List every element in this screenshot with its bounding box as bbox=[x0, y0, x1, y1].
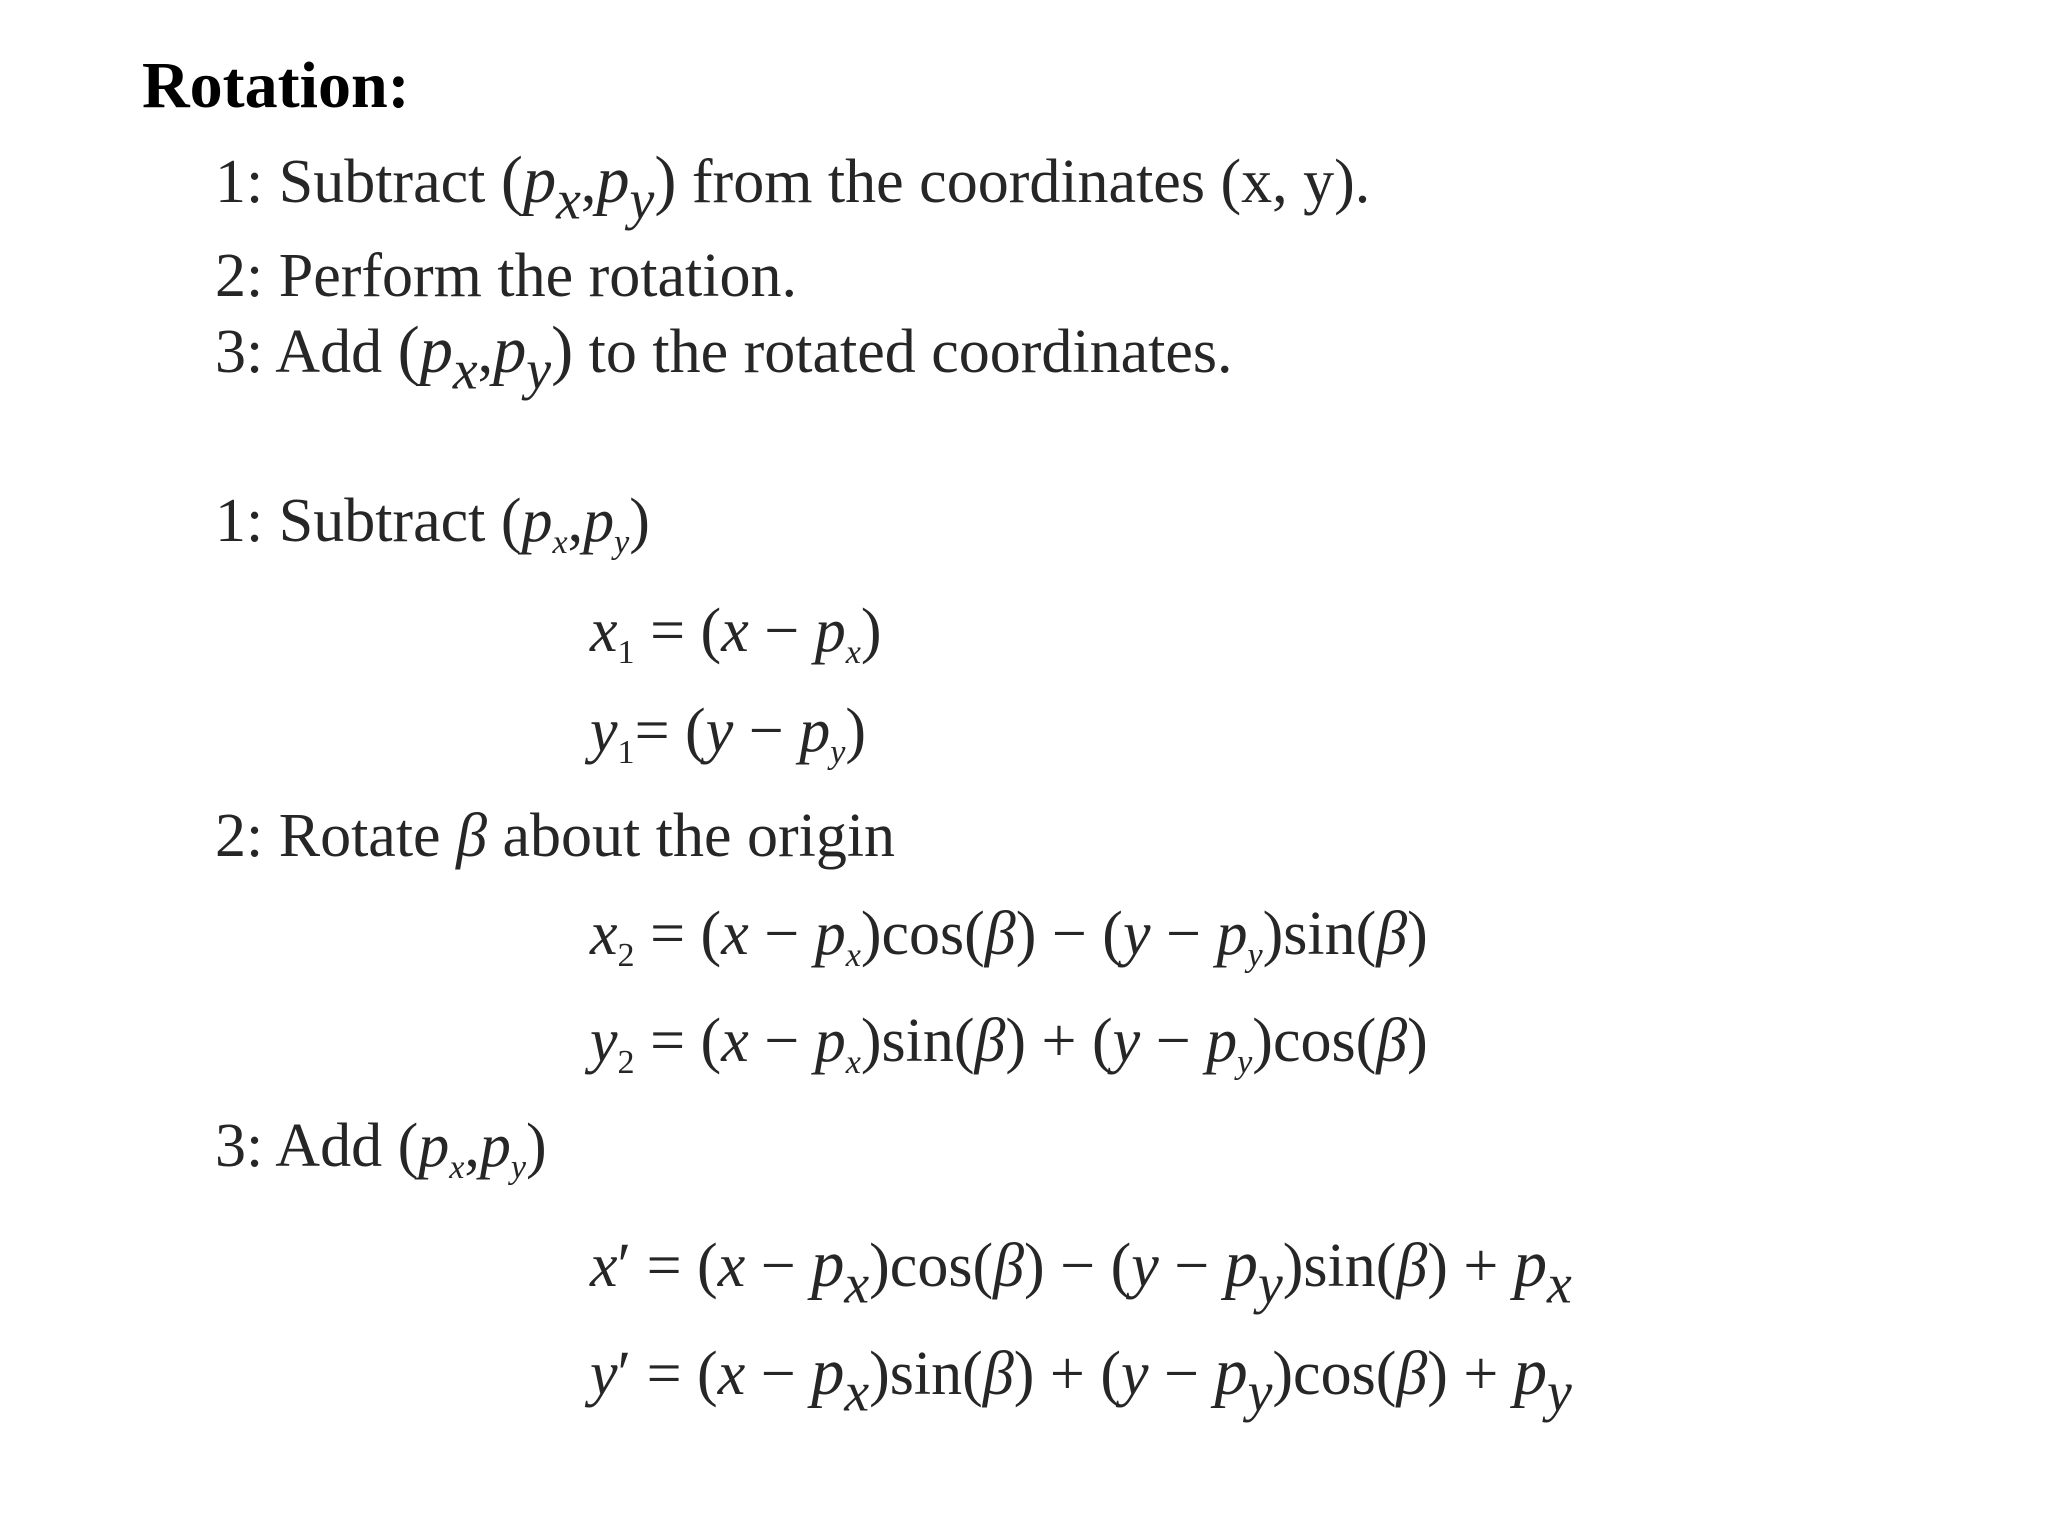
equation-x2: $x_2 = (x - p_x)\cos(\beta) - (y - p_y)\sin(\beta)$ bbox=[590, 900, 1428, 974]
detail-step-1-heading bbox=[215, 487, 650, 561]
equation-y2: $y_2 = (x - p_x)\sin(\beta) + (y - p_y)\cos(\beta)$ bbox=[590, 1007, 1428, 1081]
beta-symbol: β bbox=[456, 802, 487, 870]
detail-step-1-point: $(p_x,p_y)$ bbox=[500, 487, 650, 561]
equation-x1: $x_1 = (x - p_x)$ bbox=[590, 597, 882, 671]
overview-step-1 bbox=[215, 144, 1371, 232]
detail-step-3-heading bbox=[215, 1112, 547, 1186]
equation-y1: $y_1= (y - p_y)$ bbox=[590, 697, 866, 771]
overview-step-3-point: $(p_x,p_y)$ bbox=[397, 314, 574, 402]
detail-step-3-point: $(p_x,p_y)$ bbox=[397, 1112, 547, 1186]
equation-y-prime: $y' = (x - p_x)\sin(\beta) + (y - p_y)\cos(\beta) + p_y$ bbox=[590, 1336, 1572, 1424]
overview-step-3-prefix: 3: Add bbox=[215, 318, 383, 386]
overview-step-1-text: from the coordinates (x, y). bbox=[691, 148, 1371, 216]
overview-step-1-point: $(p_x,p_y)$ bbox=[500, 144, 677, 232]
page-title: Rotation: bbox=[142, 49, 410, 122]
overview-step-1-prefix: 1: Subtract bbox=[215, 148, 486, 216]
equation-x-prime: $x' = (x - p_x)\cos(\beta) - (y - p_y)\sin(\beta) + p_x$ bbox=[590, 1228, 1572, 1316]
detail-step-3-label: 3: Add bbox=[215, 1112, 383, 1180]
detail-step-1-label: 1: Subtract bbox=[215, 487, 486, 555]
overview-step-3 bbox=[215, 314, 1233, 402]
detail-step-2-label: 2: Rotate bbox=[215, 802, 441, 870]
detail-step-2-suffix: about the origin bbox=[502, 802, 896, 870]
overview-step-3-text: to the rotated coordinates. bbox=[588, 318, 1233, 386]
overview-step-2: 2: Perform the rotation. bbox=[215, 242, 797, 310]
detail-step-2-heading bbox=[215, 802, 896, 870]
